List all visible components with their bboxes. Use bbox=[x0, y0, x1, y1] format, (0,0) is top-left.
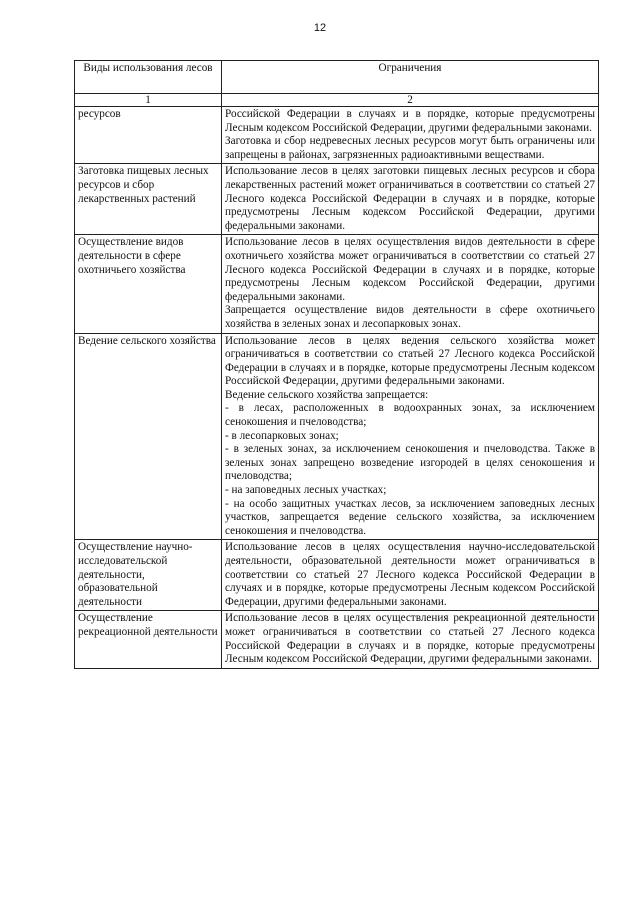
restrictions-cell bbox=[222, 107, 599, 164]
restrictions-cell bbox=[222, 611, 599, 668]
forest-use-type-cell: ресурсов bbox=[75, 107, 222, 164]
restriction-paragraph: Использование лесов в целях заготовки пищевых лесных ресурсов и сбора лекарственных растений может ограничиваться в соответствии со статьей 27 Лесного кодекса Российской Федерации в случаях и в порядке, которые предусмотрены Лесным кодексом Российской Федерации, другими федеральными законами. bbox=[225, 165, 595, 232]
restriction-paragraph: Использование лесов в целях осуществления рекреационной деятельности может ограничиваться в соответствии со статьей 27 Лесного кодекса Российской Федерации в случаях и в порядке, которые предусмотрены Лесным кодексом Российской Федерации, другими федеральными законами. bbox=[225, 612, 595, 666]
restriction-paragraph: Заготовка и сбор недревесных лесных ресурсов могут быть ограничены или запрещены в районах, загрязненных радиоактивными веществами. bbox=[225, 135, 595, 161]
restrictions-cell bbox=[222, 540, 599, 611]
restrictions-cell bbox=[222, 333, 599, 540]
table-row bbox=[75, 333, 599, 540]
table-body bbox=[75, 107, 599, 669]
restriction-paragraph: - на заповедных лесных участках; bbox=[225, 484, 387, 497]
restriction-paragraph: - на особо защитных участках лесов, за исключением заповедных лесных участков, запрещается ведение сельского хозяйства, за исключением сенокошения и пчеловодства. bbox=[225, 497, 595, 537]
header-restrictions: Ограничения bbox=[222, 61, 599, 94]
restriction-paragraph: Использование лесов в целях осуществления научно-исследовательской деятельности, образовательной деятельности может ограничиваться в соответствии со статьей 27 Лесного кодекса Российской Федерации в случаях и в порядке, которые предусмотрены Лесным кодексом Российской Федерации, другими федеральными законами. bbox=[225, 541, 595, 608]
restriction-paragraph: - в зеленых зонах, за исключением сенокошения и пчеловодства. Также в зеленых зонах запрещено возведение изгородей в целях сенокошения и пчеловодства; bbox=[225, 443, 595, 483]
restriction-paragraph: Ведение сельского хозяйства запрещается: bbox=[225, 388, 429, 401]
column-number-row bbox=[75, 94, 599, 107]
table-row bbox=[75, 611, 599, 668]
table-row bbox=[75, 107, 599, 164]
table-row bbox=[75, 540, 599, 611]
restriction-paragraph: Использование лесов в целях ведения сельского хозяйства может ограничиваться в соответствии со статьей 27 Лесного кодекса Российской Федерации в случаях и в порядке, которые предусмотрены Лесным кодексом Российской Федерации, другими федеральными законами. bbox=[225, 334, 595, 388]
restrictions-cell bbox=[222, 235, 599, 333]
table-row bbox=[75, 235, 599, 333]
table-row bbox=[75, 164, 599, 235]
forest-use-type-cell: Заготовка пищевых лесных ресурсов и сбор лекарственных растений bbox=[75, 164, 222, 235]
forest-use-type-cell: Осуществление видов деятельности в сфере охотничьего хозяйства bbox=[75, 235, 222, 333]
restriction-paragraph: - в лесопарковых зонах; bbox=[225, 429, 339, 442]
column-number-2: 2 bbox=[222, 94, 599, 107]
restriction-paragraph: Российской Федерации в случаях и в порядке, которые предусмотрены Лесным кодексом Российской Федерации, другими федеральными законами. bbox=[225, 108, 595, 134]
restrictions-cell bbox=[222, 164, 599, 235]
column-number-1: 1 bbox=[75, 94, 222, 107]
restriction-paragraph: - в лесах, расположенных в водоохранных зонах, за исключением сенокошения и пчеловодства; bbox=[225, 402, 595, 429]
forest-use-type-cell: Осуществление рекреационной деятельности bbox=[75, 611, 222, 668]
restriction-paragraph: Запрещается осуществление видов деятельности в сфере охотничьего хозяйства в зеленых зонах и лесопарковых зонах. bbox=[225, 304, 595, 330]
restriction-paragraph: Использование лесов в целях осуществления видов деятельности в сфере охотничьего хозяйства может ограничиваться в соответствии со статьей 27 Лесного кодекса Российской Федерации в случаях и в порядке, которые предусмотрены Лесным кодексом Российской Федерации, другими федеральными законами. bbox=[225, 236, 595, 303]
table-header-row bbox=[75, 61, 599, 94]
header-forest-use-types: Виды использования лесов bbox=[75, 61, 222, 94]
page-number: 12 bbox=[313, 22, 327, 34]
restrictions-table bbox=[74, 60, 599, 669]
forest-use-type-cell: Осуществление научно-исследовательской деятельности, образовательной деятельности bbox=[75, 540, 222, 611]
forest-use-type-cell: Ведение сельского хозяйства bbox=[75, 333, 222, 540]
